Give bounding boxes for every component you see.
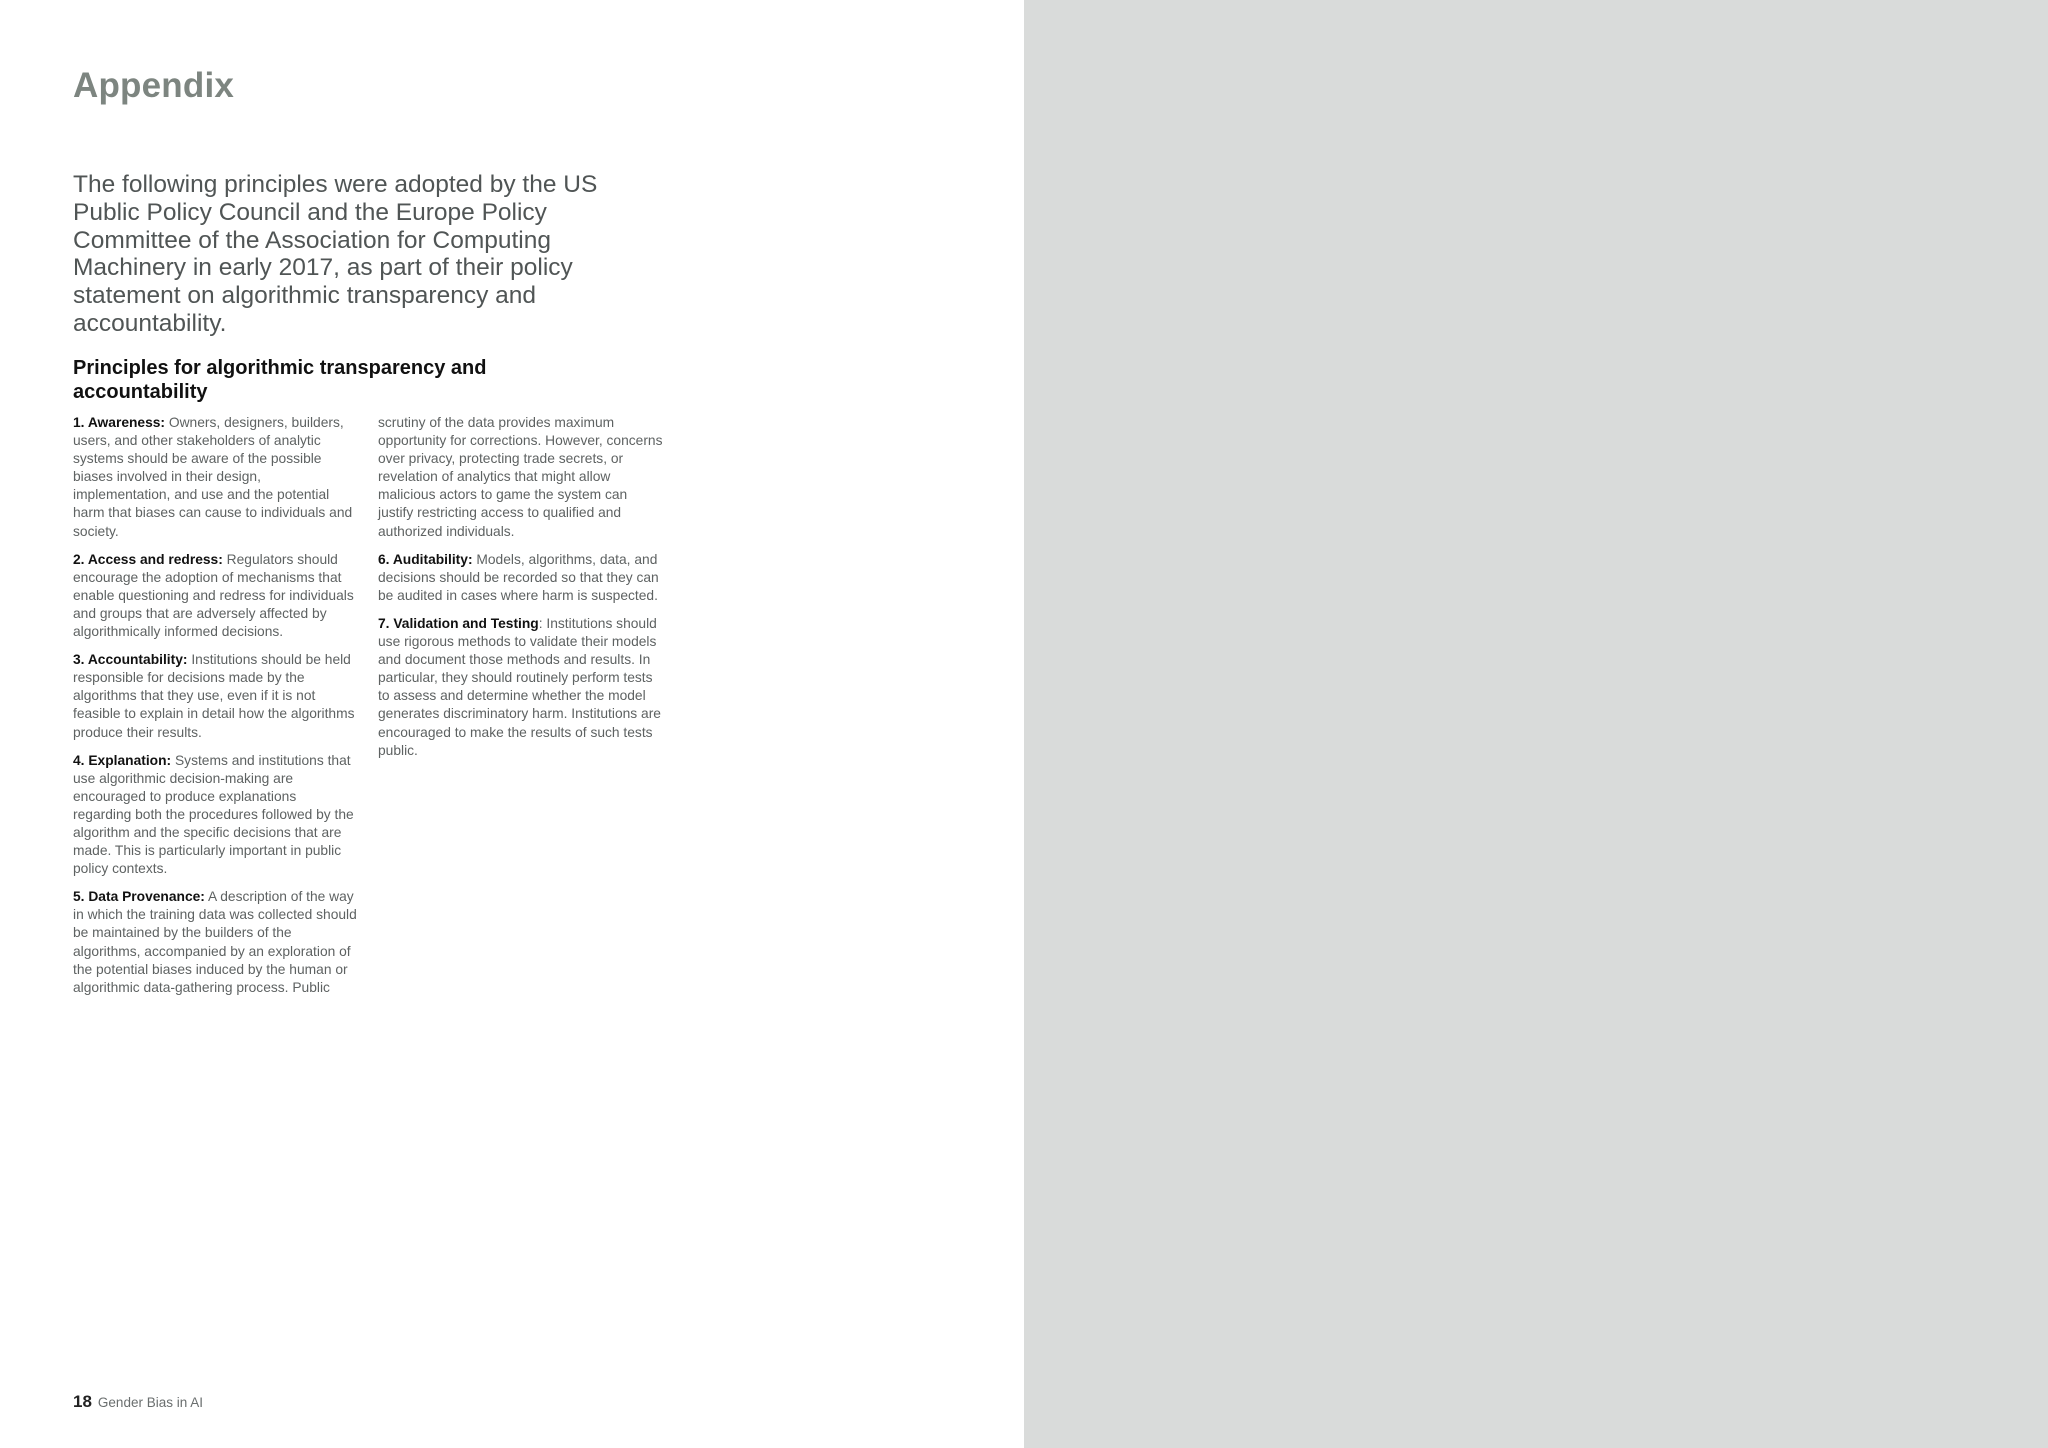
page-number: 18 [73, 1392, 92, 1411]
principle-text: Regulators should encourage the adoption of mechanisms that enable questioning and redress for individuals and groups that are adversely affected by algorithmically informed decisions. [73, 551, 354, 640]
principles-list [73, 414, 663, 1014]
principle-text: Models, algorithms, data, and decisions should be recorded so that they can be audited in cases where harm is suspected. [378, 551, 659, 603]
principle-text: Institutions should be held responsible for decisions made by the algorithms that they use, even if it is not feasible to explain in detail how the algorithms produce their results. [73, 652, 355, 740]
page-footer [73, 1392, 203, 1412]
document-title: Gender Bias in AI [97, 1395, 203, 1410]
blank-facing-page [1024, 0, 2048, 1448]
principle-label: 5. Data Provenance: [73, 889, 205, 905]
section-heading: Principles for algorithmic transparency and accountability [73, 357, 487, 403]
intro-paragraph: The following principles were adopted by the US Public Policy Council and the Europe Policy Committee of the Association for Computing Machinery in early 2017, as part of their policy statement on algorithmic transparency and accountability. [73, 171, 598, 337]
principle-label: 3. Accountability: [73, 652, 188, 668]
principle-text: Systems and institutions that use algorithmic decision-making are encouraged to produce explanations regarding both the procedures followed by the algorithm and the specific decisions that are made. This is particularly important in public policy contexts. [73, 752, 354, 877]
principle-label: 2. Access and redress: [73, 551, 223, 567]
principle-label: 7. Validation and Testing [378, 615, 539, 631]
principle-text: : Institutions should use rigorous methods to validate their models and document those methods and results. In particular, they should routinely perform tests to assess and determine whether the model generates discriminatory harm. Institutions are encouraged to make the results of such tests public. [378, 615, 661, 758]
principle-awareness [73, 414, 358, 541]
page-title: Appendix [73, 66, 235, 105]
principle-explanation [73, 752, 358, 879]
principle-label: 1. Awareness: [73, 415, 166, 430]
principle-text: A description of the way in which the training data was collected should be maintained by the builders of the algorithms, accompanied by an exploration of the potential biases induced by the human or algorithmic data-gathering process. Public scrutiny of the data provides maximum opportunity for corrections. However, concerns over privacy, protecting trade secrets, or revelation of analytics that might allow malicious actors to game the system can justify restricting access to qualified and authorized individuals. [73, 415, 663, 995]
principle-validation-testing [378, 615, 663, 760]
principle-auditability [378, 551, 663, 605]
principle-label: 6. Auditability: [378, 551, 473, 567]
principle-accountability [73, 651, 358, 741]
principle-access-redress [73, 551, 358, 641]
principle-text: Owners, designers, builders, users, and other stakeholders of analytic systems should be aware of the possible biases involved in their design, implementation, and use and the potential harm that biases can cause to individuals and society. [73, 415, 353, 539]
principle-label: 4. Explanation: [73, 752, 172, 768]
